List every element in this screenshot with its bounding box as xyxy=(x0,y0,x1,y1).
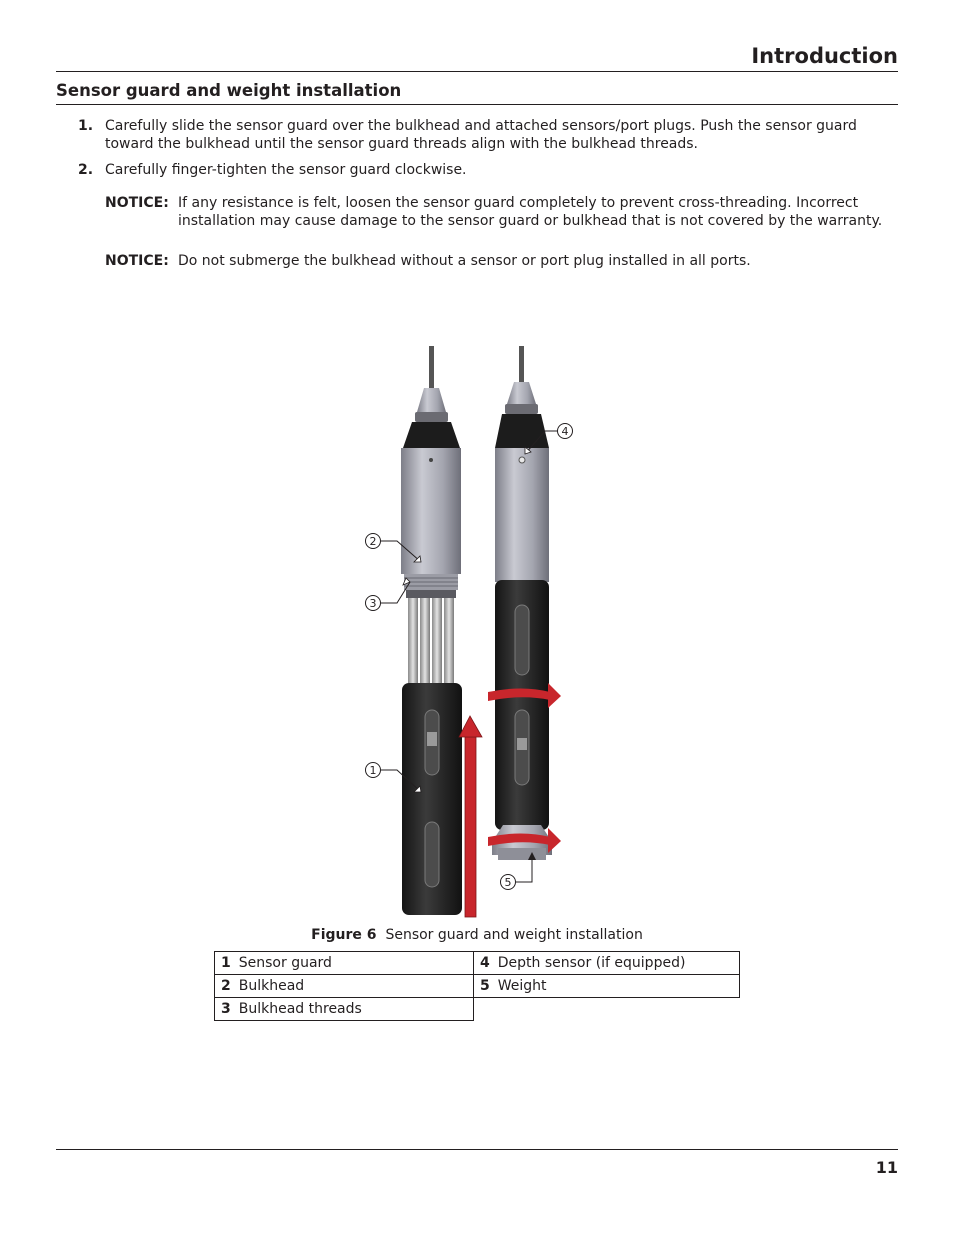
step-text: Carefully finger-tighten the sensor guard clockwise. xyxy=(105,162,467,178)
callout-2 xyxy=(366,534,381,549)
step-number: 2. xyxy=(78,162,94,178)
header-rule xyxy=(56,71,898,72)
legend-empty-cell xyxy=(474,998,740,1021)
section-rule xyxy=(56,104,898,105)
legend-item: 1 Sensor guard xyxy=(215,952,474,975)
step-number: 1. xyxy=(78,118,94,134)
legend-item: 4 Depth sensor (if equipped) xyxy=(474,952,740,975)
svg-text:4: 4 xyxy=(561,425,569,438)
svg-text:3: 3 xyxy=(369,597,377,610)
notice-1 xyxy=(105,194,895,230)
page-number: 11 xyxy=(875,1158,898,1177)
callout-4 xyxy=(558,424,573,439)
legend-row xyxy=(215,975,740,998)
legend-table xyxy=(214,951,740,1021)
notice-text: Do not submerge the bulkhead without a sensor or port plug installed in all ports. xyxy=(178,253,751,269)
legend-row xyxy=(215,998,740,1021)
sensor-guard-illustration xyxy=(300,300,620,925)
callout-3 xyxy=(366,596,381,611)
notice-label: NOTICE: xyxy=(105,195,169,211)
callout-1 xyxy=(366,763,381,778)
notice-text: If any resistance is felt, loosen the sensor guard completely to prevent cross-threading. Incorrect installation may cause damage to the sensor guard or bulkhead that is not covered by the warranty. xyxy=(178,195,883,229)
legend-item: 5 Weight xyxy=(474,975,740,998)
legend-row xyxy=(215,952,740,975)
legend-item: 3 Bulkhead threads xyxy=(215,998,474,1021)
legend-item: 2 Bulkhead xyxy=(215,975,474,998)
svg-text:2: 2 xyxy=(369,535,377,548)
figure-caption xyxy=(0,927,954,943)
callout-5-leader xyxy=(516,858,532,882)
step-1 xyxy=(56,117,898,153)
left-probe xyxy=(401,346,462,915)
notice-label: NOTICE: xyxy=(105,253,169,269)
notice-2 xyxy=(105,252,895,270)
callout-5 xyxy=(501,875,516,890)
figure-caption-label: Figure 6 xyxy=(311,927,377,943)
upward-arrow xyxy=(459,716,482,917)
chapter-title: Introduction xyxy=(751,44,898,68)
section-title: Sensor guard and weight installation xyxy=(56,81,402,100)
figure-caption-text: Sensor guard and weight installation xyxy=(385,927,643,943)
right-probe xyxy=(492,346,552,860)
svg-text:5: 5 xyxy=(504,876,512,889)
step-2 xyxy=(56,161,898,179)
footer-rule xyxy=(56,1149,898,1150)
svg-text:1: 1 xyxy=(369,764,377,777)
step-text: Carefully slide the sensor guard over the bulkhead and attached sensors/port plugs. Push the sensor guard toward the bulkhead until the sensor guard threads align with the bulkhead threads. xyxy=(105,118,857,152)
